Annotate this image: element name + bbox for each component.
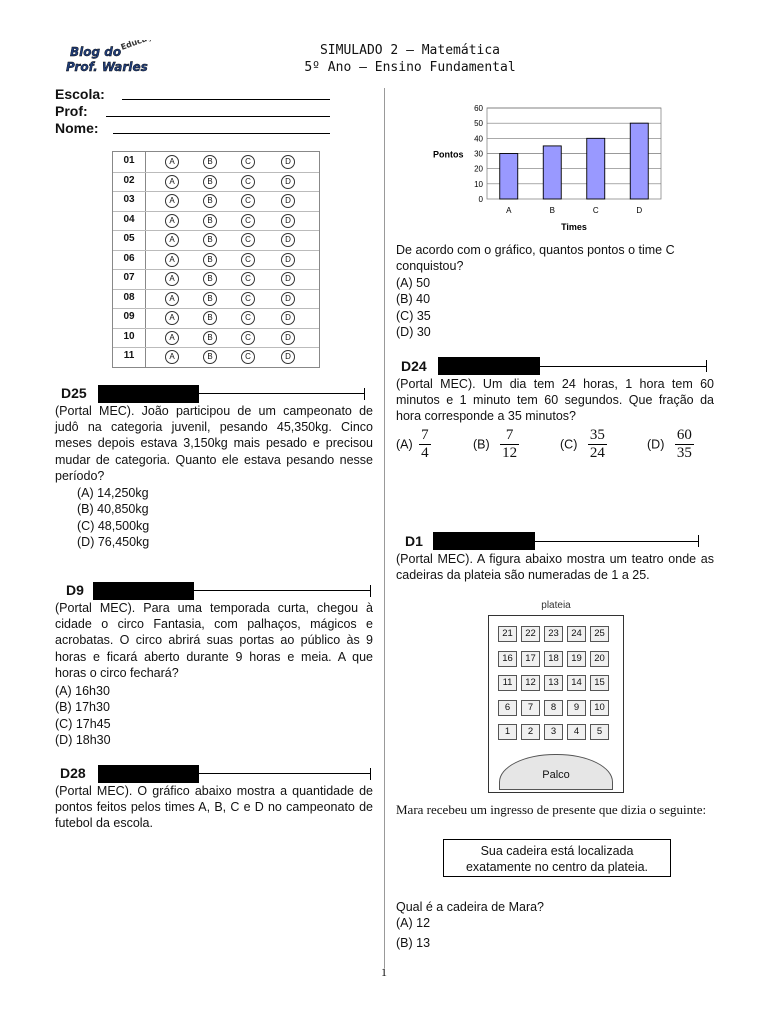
d24-option-a [396, 427, 431, 462]
chart-bar-a [500, 154, 518, 200]
answer-row-line [113, 269, 319, 270]
d1-tag: D1 [405, 533, 423, 549]
answer-row-number: 11 [123, 350, 135, 361]
answer-row-line [113, 191, 319, 192]
d25-option-b: (B) 40,850kg [77, 502, 149, 516]
answer-bubble-b[interactable]: B [203, 292, 217, 306]
answer-bubble-a[interactable]: A [165, 350, 179, 364]
d1-option-a: (A) 12 [396, 916, 431, 930]
answer-bubble-b[interactable]: B [203, 331, 217, 345]
answer-bubble-d[interactable]: D [281, 272, 295, 286]
answer-bubble-b[interactable]: B [203, 272, 217, 286]
d24-option-c-label: (C) [560, 437, 578, 452]
d24-a-numerator: 7 [421, 427, 429, 443]
d24-tag: D24 [401, 358, 427, 374]
chart-y-tick-label: 50 [474, 119, 483, 129]
answer-bubble-b[interactable]: B [203, 155, 217, 169]
d1-rule [535, 541, 699, 542]
answer-row-line [113, 308, 319, 309]
chart-option-a: (A) 50 [396, 276, 431, 290]
seat-23: 23 [544, 626, 563, 642]
d24-option-a-label: (A) [396, 437, 413, 452]
chart-y-tick-label: 20 [474, 164, 483, 174]
school-label: Escola: [55, 86, 105, 102]
answer-bubble-c[interactable]: C [241, 292, 255, 306]
d9-option-a: (A) 16h30 [55, 684, 110, 698]
answer-bubble-d[interactable]: D [281, 331, 295, 345]
seat-9: 9 [567, 700, 586, 716]
d28-question: (Portal MEC). O gráfico abaixo mostra a quantidade de pontos feitos pelos times A, B, C e D no campeonato de futebol da escola. [55, 784, 373, 831]
d25-rule [199, 393, 365, 394]
answer-row-line [113, 211, 319, 212]
answer-row-number: 09 [123, 311, 135, 322]
d24-a-denominator: 4 [421, 445, 429, 461]
column-divider [384, 88, 385, 968]
d1-option-b: (B) 13 [396, 936, 431, 950]
logo-line2: Prof. Warles [66, 60, 148, 74]
chart-bar-c [587, 138, 605, 199]
d24-option-d [647, 427, 694, 462]
seat-12: 12 [521, 675, 540, 691]
answer-row-number: 04 [123, 213, 135, 225]
answer-bubble-c[interactable]: C [241, 175, 255, 189]
answer-bubble-d[interactable]: D [281, 214, 295, 228]
seat-16: 16 [498, 651, 517, 667]
answer-row-line [113, 328, 319, 329]
answer-row-line [113, 347, 319, 348]
answer-bubble-c[interactable]: C [241, 214, 255, 228]
d9-option-d: (D) 18h30 [55, 733, 111, 747]
answer-bubble-b[interactable]: B [203, 194, 217, 208]
d1-caption: Mara recebeu um ingresso de presente que dizia o seguinte: [396, 802, 707, 817]
chart-option-b: (B) 40 [396, 292, 431, 306]
d24-d-denominator: 35 [676, 445, 692, 461]
d25-option-c: (C) 48,500kg [77, 519, 150, 533]
answer-bubble-c[interactable]: C [241, 311, 255, 325]
answer-bubble-a[interactable]: A [165, 331, 179, 345]
answer-bubble-a[interactable]: A [165, 311, 179, 325]
chart-x-tick-label: B [549, 206, 555, 215]
seat-2: 2 [521, 724, 540, 740]
seat-7: 7 [521, 700, 540, 716]
d24-option-d-label: (D) [647, 437, 665, 452]
answer-bubble-a[interactable]: A [165, 292, 179, 306]
d24-b-numerator: 7 [500, 427, 519, 445]
answer-row-line [113, 289, 319, 290]
answer-bubble-c[interactable]: C [241, 272, 255, 286]
d25-option-a: (A) 14,250kg [77, 486, 149, 500]
answer-row-number: 03 [123, 194, 135, 205]
chart-y-tick-label: 40 [474, 134, 483, 144]
theater-title: plateia [541, 600, 571, 611]
d24-b-denominator: 12 [502, 445, 518, 461]
answer-bubble-c[interactable]: C [241, 253, 255, 267]
seat-21: 21 [498, 626, 517, 642]
d1-prompt: Qual é a cadeira de Mara? [396, 900, 545, 914]
seat-17: 17 [521, 651, 540, 667]
seat-22: 22 [521, 626, 540, 642]
d9-option-b: (B) 17h30 [55, 700, 110, 714]
d9-rule [194, 590, 371, 591]
answer-bubble-b[interactable]: B [203, 175, 217, 189]
answer-bubble-a[interactable]: A [165, 175, 179, 189]
chart-x-tick-label: D [636, 206, 643, 215]
chart-y-tick-label: 10 [474, 179, 483, 189]
chart-bar-d [630, 123, 648, 199]
name-field[interactable] [113, 133, 330, 134]
answer-bubble-c[interactable]: C [241, 194, 255, 208]
school-field[interactable] [122, 99, 330, 100]
answer-row-number: 08 [123, 291, 135, 303]
logo-line1: Blog do [70, 45, 122, 59]
answer-bubble-d[interactable]: D [281, 175, 295, 189]
answer-bubble-a[interactable]: A [165, 233, 179, 247]
blog-logo [62, 40, 162, 76]
page-number: 1 [381, 965, 387, 979]
seat-11: 11 [498, 675, 517, 691]
d25-rule-end [364, 388, 365, 400]
ticket-line2: exatamente no centro da plateia. [465, 860, 649, 874]
answer-bubble-c[interactable]: C [241, 350, 255, 364]
page-title: SIMULADO 2 – Matemática [319, 43, 500, 58]
seat-4: 4 [567, 724, 586, 740]
seat-13: 13 [544, 675, 563, 691]
teacher-field[interactable] [106, 116, 330, 117]
d28-rule-end [370, 768, 371, 780]
chart-question: De acordo com o gráfico, quantos pontos o time C conquistou? [396, 243, 675, 274]
chart-y-tick-label: 0 [478, 195, 483, 204]
d9-tag: D9 [66, 582, 84, 598]
chart-x-tick-label: A [506, 206, 512, 215]
seat-5: 5 [590, 724, 609, 740]
d24-option-b [473, 427, 519, 462]
d25-question: (Portal MEC). João participou de um campeonato de judô na categoria juvenil, pesando 45,350kg. Cinco meses depois estava 3,150kg mais pesado e precisou mudar de categoria. Quanto ele estava pesando nesse período? [55, 404, 373, 483]
points-chart [425, 92, 675, 240]
answer-bubble-c[interactable]: C [241, 155, 255, 169]
seat-19: 19 [567, 651, 586, 667]
d24-rule [540, 366, 706, 367]
answer-bubble-d[interactable]: D [281, 233, 295, 247]
answer-bubble-d[interactable]: D [281, 253, 295, 267]
d1-redaction [433, 532, 535, 550]
chart-y-tick-label: 60 [474, 104, 483, 113]
answer-row-line [113, 230, 319, 231]
d24-c-numerator: 35 [589, 427, 605, 443]
answer-bubble-b[interactable]: B [203, 311, 217, 325]
d24-option-b-label: (B) [473, 437, 490, 452]
seat-18: 18 [544, 651, 563, 667]
d1-rule-end [698, 535, 699, 547]
teacher-label: Prof: [55, 103, 88, 119]
logo-arc-text: Educação [119, 40, 162, 52]
chart-x-axis-label: Times [561, 222, 587, 232]
stage: Palco [499, 754, 613, 790]
d28-tag: D28 [60, 765, 86, 781]
d24-d-numerator: 60 [676, 427, 692, 443]
answer-row-number: 01 [123, 155, 135, 166]
answer-row-number: 02 [123, 174, 135, 186]
d24-rule-end [706, 360, 707, 372]
seat-14: 14 [567, 675, 586, 691]
ticket-box [443, 839, 671, 877]
answer-bubble-b[interactable]: B [203, 233, 217, 247]
answer-bubble-b[interactable]: B [203, 214, 217, 228]
seat-3: 3 [544, 724, 563, 740]
chart-x-tick-label: C [592, 206, 599, 215]
answer-row-number: 07 [123, 272, 135, 283]
answer-bubble-a[interactable]: A [165, 272, 179, 286]
answer-bubble-a[interactable]: A [165, 194, 179, 208]
name-label: Nome: [55, 120, 99, 136]
d9-rule-end [370, 585, 371, 597]
d24-c-denominator: 24 [589, 445, 605, 461]
d25-redaction [98, 385, 199, 403]
answer-bubble-a[interactable]: A [165, 155, 179, 169]
theater-figure [488, 615, 624, 793]
seat-1: 1 [498, 724, 517, 740]
answer-sheet-divider [145, 152, 146, 367]
chart-y-axis-label: Pontos [433, 149, 464, 160]
answer-bubble-d[interactable]: D [281, 155, 295, 169]
chart-option-c: (C) 35 [396, 309, 431, 323]
d9-option-c: (C) 17h45 [55, 717, 111, 731]
d25-tag: D25 [61, 385, 87, 401]
answer-bubble-d[interactable]: D [281, 311, 295, 325]
seat-20: 20 [590, 651, 609, 667]
answer-sheet [112, 151, 320, 368]
answer-row-number: 06 [123, 252, 135, 264]
d24-option-c [560, 427, 607, 462]
seat-24: 24 [567, 626, 586, 642]
answer-row-number: 10 [123, 330, 135, 342]
seat-25: 25 [590, 626, 609, 642]
answer-bubble-d[interactable]: D [281, 292, 295, 306]
d9-redaction [93, 582, 194, 600]
page-subtitle: 5º Ano – Ensino Fundamental [304, 60, 516, 75]
chart-bar-b [543, 146, 561, 199]
ticket-line1: Sua cadeira está localizada [480, 844, 634, 858]
answer-bubble-a[interactable]: A [165, 214, 179, 228]
answer-bubble-d[interactable]: D [281, 350, 295, 364]
seat-6: 6 [498, 700, 517, 716]
answer-bubble-b[interactable]: B [203, 253, 217, 267]
d28-rule [199, 773, 371, 774]
d24-question: (Portal MEC). Um dia tem 24 horas, 1 hora tem 60 minutos e 1 minuto tem 60 segundos. Que fração da hora corresponde a 35 minutos? [396, 377, 714, 424]
d28-redaction [98, 765, 199, 783]
chart-option-d: (D) 30 [396, 325, 431, 339]
d9-question: (Portal MEC). Para uma temporada curta, chegou à cidade o circo Fantasia, com palhaços, mágicos e acrobatas. O circo abrirá suas portas ao público às 9 horas e ficará aberto durante 9 horas e meia. A que horas o circo fechará? [55, 601, 373, 680]
seat-15: 15 [590, 675, 609, 691]
answer-bubble-b[interactable]: B [203, 350, 217, 364]
answer-bubble-d[interactable]: D [281, 194, 295, 208]
answer-row-line [113, 172, 319, 173]
answer-row-number: 05 [123, 233, 135, 244]
seat-8: 8 [544, 700, 563, 716]
d25-option-d: (D) 76,450kg [77, 535, 150, 549]
chart-y-tick-label: 30 [474, 149, 483, 159]
answer-row-line [113, 250, 319, 251]
seat-10: 10 [590, 700, 609, 716]
answer-bubble-c[interactable]: C [241, 331, 255, 345]
answer-bubble-c[interactable]: C [241, 233, 255, 247]
d1-question: (Portal MEC). A figura abaixo mostra um teatro onde as cadeiras da plateia são numeradas de 1 a 25. [396, 552, 714, 583]
d24-redaction [438, 357, 540, 375]
answer-bubble-a[interactable]: A [165, 253, 179, 267]
